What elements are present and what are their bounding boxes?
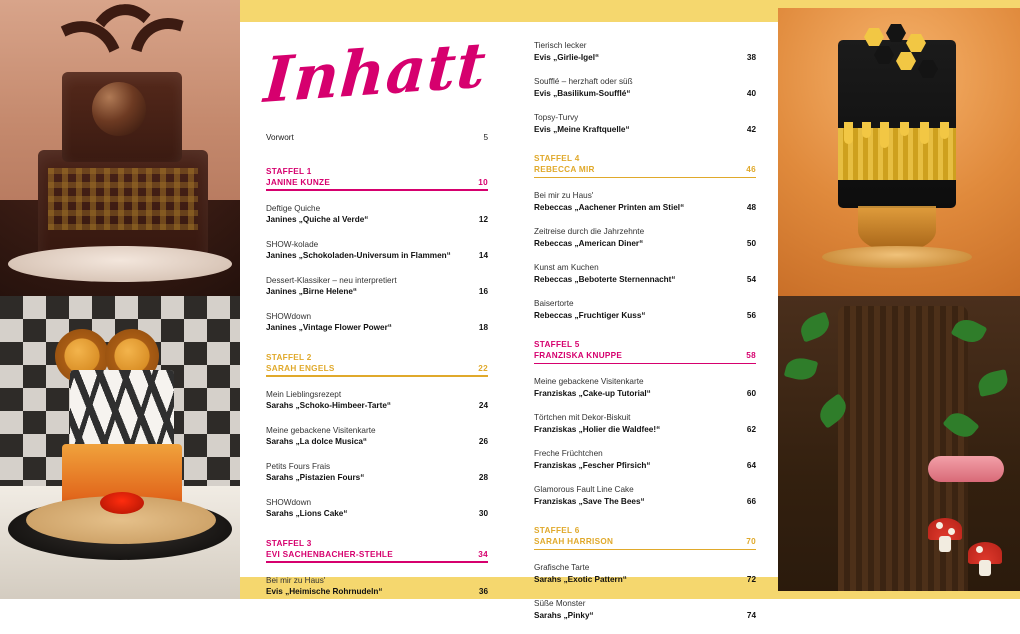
entry-title: Sarahs „Exotic Pattern“ — [534, 574, 627, 584]
toc-entry[interactable] — [266, 311, 488, 334]
chocolate-horn-cake-photo — [0, 0, 240, 296]
entry-title: Evis „Heimische Rohrnudeln“ — [266, 587, 383, 596]
gummy-worm-decoration — [928, 456, 1004, 482]
entry-title: Franziskas „Fescher Pfirsich“ — [534, 460, 651, 470]
entry-subtitle: Grafische Tarte — [534, 563, 590, 572]
toadstool-dot — [936, 522, 943, 529]
entry-subtitle: Meine gebackene Visitenkarte — [534, 377, 644, 386]
entry-subtitle: Deftige Quiche — [266, 203, 321, 213]
waterhole-decoration — [100, 492, 144, 514]
entry-page: 38 — [746, 52, 756, 62]
entry-title: Janines „Vintage Flower Power“ — [266, 323, 392, 332]
toc-entry[interactable] — [534, 412, 756, 435]
entry-title: Janines „Quiche al Verde“ — [266, 215, 369, 224]
entry-title: Evis „Meine Kraftquelle“ — [534, 124, 630, 134]
page-title: Inhatt — [261, 27, 489, 118]
toc-entry[interactable] — [266, 575, 488, 598]
section-page: 10 — [478, 177, 488, 187]
toc-entry[interactable] — [266, 203, 488, 226]
section-name: REBECCA MIR — [534, 165, 595, 174]
toc-entry[interactable] — [534, 40, 756, 63]
entry-page: 74 — [746, 610, 756, 620]
left-photo-column — [0, 0, 240, 599]
entry-page: 16 — [478, 287, 488, 296]
entry-title: Franziskas „Holier die Waldfee!“ — [534, 424, 661, 434]
entry-subtitle: Baisertorte — [534, 299, 574, 308]
toadstool-dot — [976, 546, 983, 553]
entry-title: Evis „Girlie-Igel“ — [534, 52, 600, 62]
toc-entry[interactable] — [266, 239, 488, 262]
entry-page: 30 — [478, 509, 488, 518]
section-staffel-label: STAFFEL 6 — [534, 526, 580, 535]
section-name: JANINE KUNZE — [266, 177, 331, 187]
entry-title: Rebeccas „Aachener Printen am Stiel“ — [534, 202, 685, 212]
entry-subtitle: Kunst am Kuchen — [534, 263, 599, 272]
section-header-staffel-5[interactable] — [534, 339, 756, 364]
toc-entry[interactable] — [534, 76, 756, 99]
entry-page: 36 — [478, 587, 488, 596]
section-name: SARAH HARRISON — [534, 537, 614, 546]
entry-subtitle: SHOW-kolade — [266, 239, 319, 249]
entry-title: Rebeccas „Beboterte Sternennacht“ — [534, 274, 676, 284]
section-header-staffel-4[interactable] — [534, 153, 756, 178]
entry-subtitle: SHOWdown — [266, 311, 312, 321]
toc-entry[interactable] — [534, 226, 756, 249]
section-header-staffel-6[interactable] — [534, 525, 756, 550]
toc-entry[interactable] — [534, 190, 756, 213]
toc-entry[interactable] — [266, 389, 488, 412]
toc-entry[interactable] — [266, 425, 488, 448]
cake-plate — [8, 246, 232, 282]
section-rule — [266, 561, 488, 562]
toadstool-decoration — [928, 518, 962, 540]
ivy-leaf — [976, 369, 1010, 397]
toc-entry[interactable] — [534, 484, 756, 507]
toc-left-column — [266, 132, 488, 611]
entry-page: 26 — [478, 437, 488, 446]
entry-page: 28 — [478, 473, 488, 482]
section-page: 46 — [746, 165, 756, 174]
section-staffel-label: STAFFEL 4 — [534, 154, 580, 163]
gold-drip — [862, 122, 871, 138]
section-staffel-label: STAFFEL 3 — [266, 538, 312, 548]
entry-subtitle: Petits Fours Frais — [266, 461, 331, 471]
entry-title: Sarahs „La dolce Musica“ — [266, 437, 368, 446]
entry-title: Franziskas „Cake-up Tutorial“ — [534, 388, 651, 398]
cake-stand-base — [822, 246, 972, 268]
entry-page: 50 — [746, 238, 756, 248]
gold-drip — [880, 122, 889, 148]
bee-honeycomb-cake-photo — [778, 0, 1020, 296]
section-header-staffel-3[interactable] — [266, 538, 488, 563]
entry-subtitle: Mein Lieblingsrezept — [266, 389, 342, 399]
entry-title: Sarahs „Schoko-Himbeer-Tarte“ — [266, 401, 391, 410]
entry-page: 60 — [746, 388, 756, 398]
entry-title: Sarahs „Lions Cake“ — [266, 509, 348, 518]
toc-content — [240, 22, 778, 620]
entry-title: Rebeccas „Fruchtiger Kuss“ — [534, 310, 646, 320]
toc-entry[interactable] — [534, 376, 756, 399]
entry-subtitle: Bei mir zu Haus' — [534, 191, 594, 200]
entry-subtitle: Bei mir zu Haus' — [266, 575, 326, 585]
entry-subtitle: Freche Früchtchen — [534, 449, 603, 458]
section-rule — [534, 549, 756, 550]
section-name: SARAH ENGELS — [266, 363, 335, 373]
entry-page: 14 — [478, 251, 488, 260]
toc-entry[interactable] — [534, 262, 756, 285]
section-staffel-label: STAFFEL 5 — [534, 340, 580, 349]
gold-drip — [940, 122, 949, 139]
section-rule — [534, 363, 756, 364]
entry-title: Sarahs „Pistazien Fours“ — [266, 473, 365, 482]
gold-drip — [900, 122, 909, 136]
entry-page: 66 — [746, 496, 756, 506]
zebra-lion-cake-photo — [0, 296, 240, 599]
zebra-pattern-tier — [70, 370, 174, 450]
toc-entry-vorwort[interactable] — [266, 132, 488, 144]
section-name: EVI SACHENBACHER-STEHLE — [266, 549, 393, 559]
toadstool-dot — [948, 528, 955, 535]
entry-page: 48 — [746, 202, 756, 212]
section-name: FRANZISKA KNUPPE — [534, 351, 623, 360]
forest-log-cake-photo — [778, 296, 1020, 599]
entry-page: 18 — [478, 323, 488, 332]
gold-sequin-band — [838, 128, 956, 180]
entry-page: 64 — [746, 460, 756, 470]
entry-title: Rebeccas „American Diner“ — [534, 238, 644, 248]
entry-subtitle: Törtchen mit Dekor-Biskuit — [534, 413, 631, 422]
entry-page: 54 — [746, 274, 756, 284]
gold-drip — [920, 122, 929, 144]
right-top-yellow-bar — [778, 0, 1020, 8]
section-header-staffel-1[interactable] — [266, 166, 488, 191]
entry-subtitle: Tierisch lecker — [534, 41, 587, 50]
section-page: 22 — [478, 363, 488, 373]
black-drip-cake — [838, 40, 956, 208]
entry-subtitle: SHOWdown — [266, 497, 312, 507]
entry-subtitle: Meine gebackene Visitenkarte — [266, 425, 376, 435]
toc-entry[interactable] — [534, 598, 756, 621]
section-page: 58 — [746, 351, 756, 360]
entry-page: 56 — [746, 310, 756, 320]
entry-subtitle: Zeitreise durch die Jahrzehnte — [534, 227, 645, 236]
toc-entry[interactable] — [534, 298, 756, 321]
entry-subtitle: Soufflé – herzhaft oder süß — [534, 77, 633, 86]
section-header-staffel-2[interactable] — [266, 352, 488, 377]
right-photo-column — [778, 0, 1020, 599]
section-staffel-label: STAFFEL 1 — [266, 166, 312, 176]
entry-page: 42 — [746, 124, 756, 134]
entry-subtitle: Topsy-Turvy — [534, 113, 579, 122]
toc-right-column — [534, 40, 756, 634]
entry-title: Franziskas „Save The Bees“ — [534, 496, 645, 506]
gold-drip — [844, 122, 853, 144]
toc-entry[interactable] — [534, 448, 756, 471]
entry-title: Janines „Schokoladen-Universum in Flammen“ — [266, 251, 451, 260]
top-yellow-bar — [240, 0, 778, 22]
toc-entry[interactable] — [534, 562, 756, 585]
entry-page: 62 — [746, 424, 756, 434]
section-rule — [266, 189, 488, 190]
section-staffel-label: STAFFEL 2 — [266, 352, 312, 362]
chocolate-sphere-decoration — [92, 82, 146, 136]
ivy-leaf — [797, 312, 833, 343]
cake-bottom-tier — [38, 150, 208, 260]
section-rule — [534, 177, 756, 178]
toc-entry[interactable] — [266, 275, 488, 298]
section-rule — [266, 375, 488, 376]
entry-page: 40 — [746, 88, 756, 98]
entry-title: Sarahs „Pinky“ — [534, 610, 594, 620]
entry-title: Janines „Birne Helene“ — [266, 287, 358, 296]
toc-entry[interactable] — [266, 497, 488, 520]
entry-subtitle: Dessert-Klassiker – neu interpretiert — [266, 275, 397, 285]
section-page: 70 — [746, 537, 756, 546]
entry-page: 12 — [478, 215, 488, 224]
right-bottom-yellow-bar — [778, 591, 1020, 599]
entry-subtitle: Glamorous Fault Line Cake — [534, 485, 634, 494]
toc-entry[interactable] — [534, 112, 756, 135]
toc-entry[interactable] — [266, 461, 488, 484]
entry-subtitle: Süße Monster — [534, 599, 586, 608]
entry-page: 5 — [483, 133, 488, 142]
entry-page: 72 — [746, 574, 756, 584]
entry-page: 24 — [478, 401, 488, 410]
tree-log-cake — [838, 306, 968, 599]
section-page: 34 — [478, 549, 488, 559]
toadstool-decoration — [968, 542, 1002, 564]
ivy-leaf — [784, 355, 818, 384]
entry-label: Vorwort — [266, 133, 294, 142]
entry-title: Evis „Basilikum-Soufflé“ — [534, 88, 631, 98]
